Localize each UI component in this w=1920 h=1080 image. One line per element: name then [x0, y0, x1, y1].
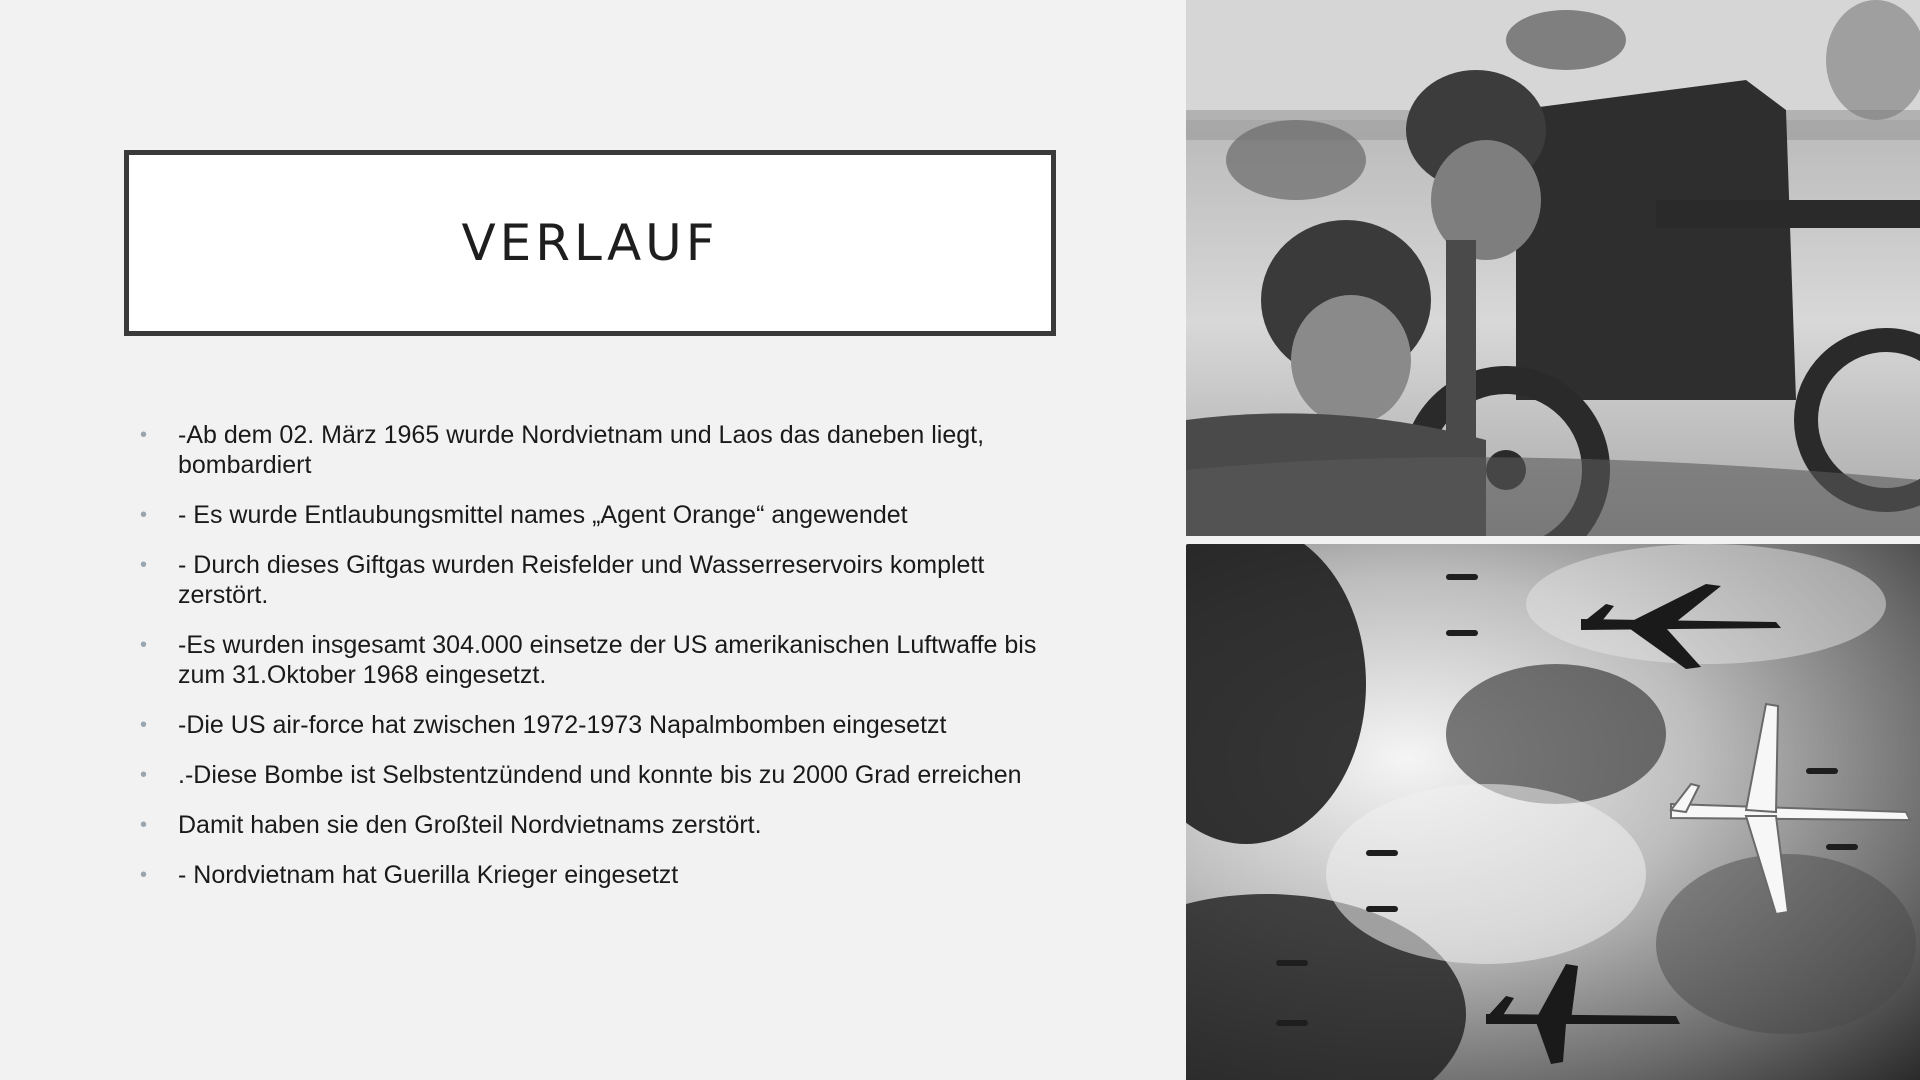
bullet-item: [138, 550, 1058, 610]
bullet-text: Damit haben sie den Großteil Nordvietnams zerstört.: [178, 811, 762, 839]
bullet-item: [138, 760, 1058, 790]
bullet-dot-icon: •: [140, 554, 148, 576]
bullet-item: [138, 630, 1058, 690]
bullet-dot-icon: •: [140, 764, 148, 786]
bullet-text: - Nordvietnam hat Guerilla Krieger eingesetzt: [178, 861, 679, 889]
bullet-item: [138, 500, 1058, 530]
bullet-text: -Die US air-force hat zwischen 1972-1973 Napalmbomben eingesetzt: [178, 711, 947, 739]
bullet-item: [138, 860, 1058, 890]
bullet-dot-icon: •: [140, 714, 148, 736]
bullet-item: [138, 810, 1058, 840]
bullet-text: - Es wurde Entlaubungsmittel names „Agent Orange“ angewendet: [178, 501, 908, 529]
bullet-list: [138, 420, 1058, 910]
bullet-text: - Durch dieses Giftgas wurden Reisfelder und Wasserreservoirs komplett zerstört.: [178, 551, 985, 609]
bullet-item: [138, 420, 1058, 480]
bullet-dot-icon: •: [140, 424, 148, 446]
bullet-dot-icon: •: [140, 864, 148, 886]
title-box: [124, 150, 1056, 336]
bullet-item: [138, 710, 1058, 740]
bullet-text: -Ab dem 02. März 1965 wurde Nordvietnam und Laos das daneben liegt, bombardiert: [178, 421, 985, 479]
slide-title: VERLAUF: [461, 214, 719, 272]
bullet-text: -Es wurden insgesamt 304.000 einsetze der US amerikanischen Luftwaffe bis zum 31.Oktober 1968 eingesetzt.: [178, 631, 1037, 689]
bullet-dot-icon: •: [140, 634, 148, 656]
bullet-dot-icon: •: [140, 814, 148, 836]
soldiers-photo-drawing: [1186, 0, 1920, 536]
soldiers-machine-gun-photo: [1186, 0, 1920, 536]
bullet-dot-icon: •: [140, 504, 148, 526]
bomber-planes-photo: [1186, 544, 1920, 1080]
bullet-text: .-Diese Bombe ist Selbstentzündend und konnte bis zu 2000 Grad erreichen: [178, 761, 1022, 789]
planes-photo-drawing: [1186, 544, 1920, 1080]
